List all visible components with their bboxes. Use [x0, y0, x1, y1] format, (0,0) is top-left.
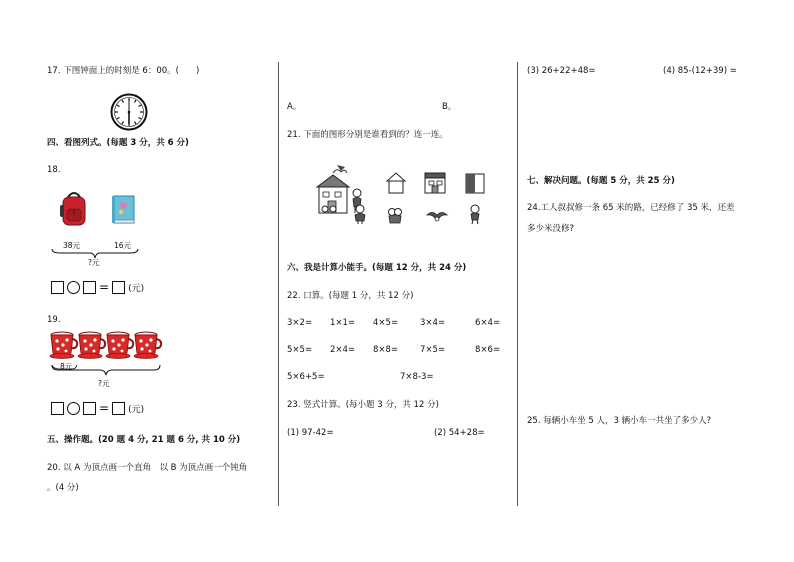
house-view-2-icon: [424, 172, 446, 194]
calc-item: 3×4=: [420, 318, 446, 328]
calc-item: 2×4=: [330, 345, 356, 355]
answer-box[interactable]: [112, 281, 125, 294]
question-24-line2: 多少米没修?: [527, 224, 575, 234]
unit-label: (元): [128, 283, 145, 294]
calc-item: 8×8=: [373, 345, 399, 355]
observer-child-1-icon: [352, 204, 368, 224]
equals-sign: =: [99, 401, 110, 415]
observer-bird-icon: [426, 209, 448, 223]
price-book: 16元: [114, 241, 132, 250]
answer-box[interactable]: [83, 402, 96, 415]
cups-icon: [50, 331, 162, 361]
question-18: 18.: [47, 165, 61, 175]
backpack-icon: [60, 191, 88, 227]
total-19: ?元: [98, 379, 110, 388]
operator-circle[interactable]: [67, 402, 80, 415]
equation-19: [51, 401, 144, 415]
clock-icon: [110, 93, 148, 131]
vertical-calc-2: (2) 54+28=: [434, 428, 485, 438]
calc-item: 5×6+5=: [287, 372, 325, 382]
question-17: 17. 下图钟面上的时刻是 6：00。( ): [47, 66, 200, 76]
question-23: 23. 竖式计算。(每小题 3 分，共 12 分): [287, 400, 439, 410]
calc-item: 4×5=: [373, 318, 399, 328]
total-18: ?元: [88, 258, 100, 267]
calc-item: 7×5=: [420, 345, 446, 355]
answer-box[interactable]: [51, 281, 64, 294]
vertical-calc-3: (3) 26+22+48=: [527, 66, 596, 76]
point-b-label: B。: [442, 102, 457, 112]
house-view-3-icon: [465, 173, 485, 194]
operator-circle[interactable]: [67, 281, 80, 294]
calc-item: 8×6=: [475, 345, 501, 355]
price-cup: 8元: [60, 362, 73, 371]
answer-box[interactable]: [51, 402, 64, 415]
question-22: 22. 口算。(每题 1 分，共 12 分): [287, 291, 414, 301]
question-20-line2: 。(4 分): [47, 483, 79, 493]
question-25: 25. 每辆小车坐 5 人，3 辆小车一共坐了多少人?: [527, 416, 712, 426]
question-21: 21. 下面的图形分别是谁看到的？连一连。: [287, 130, 448, 140]
section-5-heading: 五、操作题。(20 题 4 分, 21 题 6 分, 共 10 分): [47, 435, 241, 445]
column-divider-2: [517, 62, 518, 506]
vertical-calc-1: (1) 97-42=: [287, 428, 334, 438]
equals-sign: =: [99, 280, 110, 294]
answer-box[interactable]: [83, 281, 96, 294]
vertical-calc-4: (4) 85-(12+39) =: [663, 66, 737, 76]
section-4-heading: 四、看图列式。(每题 3 分，共 6 分): [47, 138, 189, 148]
section-6-heading: 六、我是计算小能手。(每题 12 分，共 24 分): [287, 263, 467, 273]
answer-box[interactable]: [112, 402, 125, 415]
house-view-1-icon: [386, 172, 406, 194]
equation-18: [51, 280, 144, 294]
observer-child-2-icon: [387, 207, 403, 225]
question-20-line1: 20. 以 A 为顶点画一个直角 以 B 为顶点画一个钝角: [47, 463, 248, 473]
question-24-line1: 24.工人叔叔修一条 65 米的路，已经修了 35 米，还差: [527, 203, 735, 213]
column-divider-1: [278, 62, 279, 506]
calc-item: 3×2=: [287, 318, 313, 328]
calc-item: 6×4=: [475, 318, 501, 328]
observer-child-3-icon: [467, 204, 483, 224]
point-a-label: A。: [287, 102, 302, 112]
unit-label: (元): [128, 404, 145, 415]
section-7-heading: 七、解决问题。(每题 5 分，共 25 分): [527, 176, 675, 186]
calc-item: 5×5=: [287, 345, 313, 355]
calc-item: 7×8-3=: [400, 372, 434, 382]
question-19: 19.: [47, 315, 61, 325]
price-backpack: 38元: [63, 241, 81, 250]
calc-item: 1×1=: [330, 318, 356, 328]
book-icon: [112, 195, 136, 225]
